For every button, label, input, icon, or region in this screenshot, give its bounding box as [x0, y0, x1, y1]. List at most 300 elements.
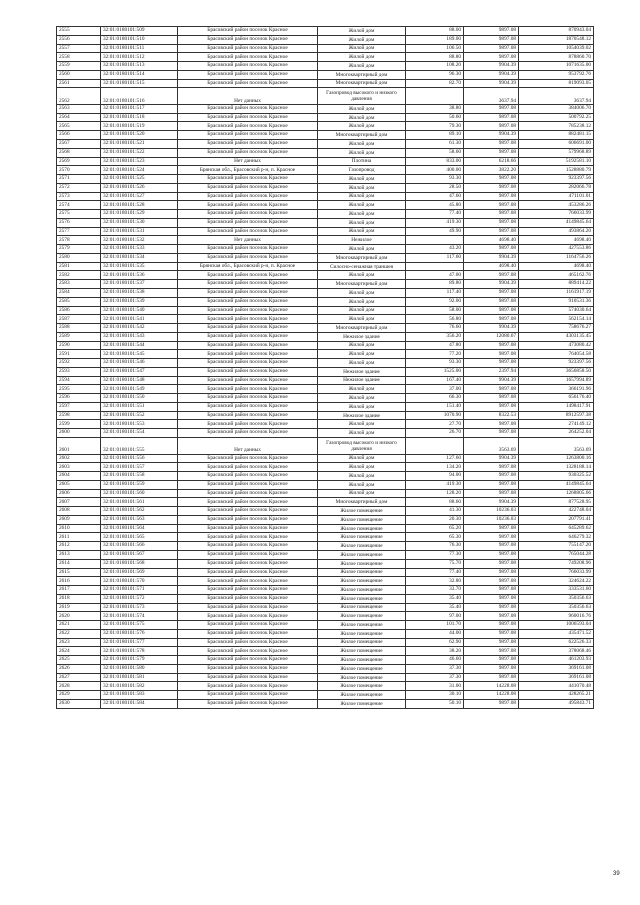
row-number-cell: 2598: [57, 411, 101, 420]
row-number-cell: 2565: [57, 122, 101, 131]
row-number-cell: 2626: [57, 664, 101, 673]
unit-price-cell: 9897.08: [464, 550, 519, 559]
cadastral-number-cell: 32:01:0180101:515: [101, 79, 178, 88]
row-number-cell: 2576: [57, 218, 101, 227]
row-number-cell: 2577: [57, 227, 101, 236]
cadastral-number-cell: 32:01:0180101:553: [101, 420, 178, 429]
row-number-cell: 2610: [57, 524, 101, 533]
area-cell: 77.40: [406, 568, 464, 577]
area-cell: 76.60: [406, 324, 464, 333]
table-row: [57, 227, 594, 236]
row-number-cell: 2581: [57, 262, 101, 271]
area-cell: 47.60: [406, 192, 464, 201]
table-row: [57, 480, 594, 489]
cadastral-value-cell: 923397.56: [519, 359, 594, 368]
table-row: [57, 113, 594, 122]
object-type-cell: Нежилое здание: [318, 411, 406, 420]
unit-price-cell: 9897.08: [464, 524, 519, 533]
area-cell: 88.00: [406, 27, 464, 36]
address-cell: Брасовский район поселок Красное: [178, 315, 318, 324]
cadastral-value-cell: 465162.76: [519, 271, 594, 280]
unit-price-cell: 9897.08: [464, 227, 519, 236]
unit-price-cell: 9897.08: [464, 359, 519, 368]
cadastral-value-cell: 758676.27: [519, 324, 594, 333]
unit-price-cell: 9904.39: [464, 79, 519, 88]
cadastral-value-cell: 5192581.10: [519, 157, 594, 166]
unit-price-cell: 14228.08: [464, 691, 519, 700]
row-number-cell: 2559: [57, 62, 101, 71]
area-cell: 75.70: [406, 559, 464, 568]
row-number-cell: 2555: [57, 27, 101, 36]
row-number-cell: 2567: [57, 139, 101, 148]
table-row: [57, 245, 594, 254]
cadastral-number-cell: 32:01:0180101:573: [101, 603, 178, 612]
address-cell: Брасовский район поселок Красное: [178, 559, 318, 568]
unit-price-cell: 9897.08: [464, 122, 519, 131]
object-type-cell: Газопровод высокого и низкого давления: [318, 88, 406, 105]
object-type-cell: Жилой дом: [318, 350, 406, 359]
address-cell: Брасовский район поселок Красное: [178, 104, 318, 113]
table-row: [57, 262, 594, 271]
address-cell: Брасовский район поселок Красное: [178, 568, 318, 577]
area-cell: 151.40: [406, 402, 464, 411]
row-number-cell: 2605: [57, 480, 101, 489]
unit-price-cell: 9897.08: [464, 148, 519, 157]
cadastral-value-cell: 3563.69: [519, 438, 594, 455]
cadastral-value-cell: 1328188.14: [519, 463, 594, 472]
cadastral-value-cell: 646279.32: [519, 533, 594, 542]
area-cell: 189.00: [406, 35, 464, 44]
row-number-cell: 2606: [57, 489, 101, 498]
table-row: [57, 62, 594, 71]
cadastral-number-cell: 32:01:0180101:564: [101, 524, 178, 533]
area-cell: 37.00: [406, 385, 464, 394]
cadastral-value-cell: 493864.20: [519, 227, 594, 236]
unit-price-cell: 9897.08: [464, 297, 519, 306]
address-cell: Брасовский район поселок Красное: [178, 463, 318, 472]
unit-price-cell: 9904.39: [464, 498, 519, 507]
object-type-cell: Нежилое здание: [318, 376, 406, 385]
address-cell: Брасовский район поселок Красное: [178, 480, 318, 489]
row-number-cell: 2566: [57, 131, 101, 140]
area-cell: 58.60: [406, 148, 464, 157]
table-row: [57, 359, 594, 368]
cadastral-number-cell: 32:01:0180101:556: [101, 454, 178, 463]
cadastral-value-cell: 324624.22: [519, 577, 594, 586]
area-cell: 117.40: [406, 288, 464, 297]
area-cell: 31.00: [406, 682, 464, 691]
table-row: [57, 577, 594, 586]
unit-price-cell: 9897.08: [464, 44, 519, 53]
row-number-cell: 2615: [57, 568, 101, 577]
row-number-cell: 2617: [57, 586, 101, 595]
unit-price-cell: 3563.69: [464, 438, 519, 455]
cadastral-number-cell: 32:01:0180101:548: [101, 376, 178, 385]
row-number-cell: 2602: [57, 454, 101, 463]
area-cell: 1070.90: [406, 411, 464, 420]
unit-price-cell: 9897.08: [464, 175, 519, 184]
unit-price-cell: 9904.39: [464, 280, 519, 289]
table-row: [57, 297, 594, 306]
address-cell: Брасовский район поселок Красное: [178, 62, 318, 71]
unit-price-cell: 9897.08: [464, 638, 519, 647]
row-number-cell: 2574: [57, 201, 101, 210]
address-cell: Брасовский район поселок Красное: [178, 664, 318, 673]
area-cell: 77.20: [406, 350, 464, 359]
object-type-cell: Жилой дом: [318, 104, 406, 113]
unit-price-cell: 9897.08: [464, 621, 519, 630]
row-number-cell: 2561: [57, 79, 101, 88]
object-type-cell: Газопровод: [318, 166, 406, 175]
cadastral-number-cell: 32:01:0180101:523: [101, 157, 178, 166]
row-number-cell: 2595: [57, 385, 101, 394]
area-cell: 30.10: [406, 691, 464, 700]
cadastral-number-cell: 32:01:0180101:578: [101, 647, 178, 656]
cadastral-value-cell: 910531.36: [519, 297, 594, 306]
unit-price-cell: 9904.39: [464, 376, 519, 385]
object-type-cell: Жилой дом: [318, 315, 406, 324]
row-number-cell: 2587: [57, 315, 101, 324]
cadastral-value-cell: 889414.22: [519, 280, 594, 289]
area-cell: 77.30: [406, 550, 464, 559]
row-number-cell: 2583: [57, 280, 101, 289]
cadastral-value-cell: 495843.71: [519, 699, 594, 708]
table-row: [57, 550, 594, 559]
cadastral-number-cell: 32:01:0180101:554: [101, 429, 178, 438]
cadastral-value-cell: 1164756.26: [519, 253, 594, 262]
row-number-cell: 2557: [57, 44, 101, 53]
area-cell: 127.60: [406, 454, 464, 463]
area-cell: 82.70: [406, 79, 464, 88]
area-cell: 47.00: [406, 271, 464, 280]
area-cell: 47.80: [406, 341, 464, 350]
unit-price-cell: 10236.03: [464, 515, 519, 524]
object-type-cell: Жилой дом: [318, 44, 406, 53]
unit-price-cell: 9897.08: [464, 288, 519, 297]
object-type-cell: Жилой дом: [318, 201, 406, 210]
object-type-cell: Жилой дом: [318, 480, 406, 489]
cadastral-value-cell: 4303135.45: [519, 332, 594, 341]
unit-price-cell: 10236.03: [464, 507, 519, 516]
row-number-cell: 2604: [57, 472, 101, 481]
address-cell: Брасовский район поселок Красное: [178, 122, 318, 131]
table-row: [57, 647, 594, 656]
unit-price-cell: 9904.39: [464, 324, 519, 333]
area-cell: 20.30: [406, 515, 464, 524]
cadastral-number-cell: 32:01:0180101:570: [101, 577, 178, 586]
address-cell: Нет данных: [178, 157, 318, 166]
address-cell: Брасовский район поселок Красное: [178, 586, 318, 595]
table-row: [57, 612, 594, 621]
row-number-cell: 2592: [57, 359, 101, 368]
area-cell: 50.60: [406, 113, 464, 122]
address-cell: Брасовский район поселок Красное: [178, 612, 318, 621]
address-cell: Нет данных: [178, 88, 318, 105]
unit-price-cell: 9897.08: [464, 629, 519, 638]
address-cell: Брасовский район поселок Красное: [178, 44, 318, 53]
object-type-cell: Жилое помещение: [318, 673, 406, 682]
cadastral-value-cell: 749208.96: [519, 559, 594, 568]
cadastral-value-cell: 435471.52: [519, 629, 594, 638]
cadastral-number-cell: 32:01:0180101:514: [101, 70, 178, 79]
table-row: [57, 515, 594, 524]
address-cell: Брасовский район поселок Красное: [178, 227, 318, 236]
cadastral-number-cell: 32:01:0180101:550: [101, 394, 178, 403]
area-cell: 44.00: [406, 629, 464, 638]
table-row: [57, 183, 594, 192]
unit-price-cell: 9897.08: [464, 420, 519, 429]
table-row: [57, 166, 594, 175]
object-type-cell: Жилой дом: [318, 148, 406, 157]
address-cell: Брасовский район поселок Красное: [178, 175, 318, 184]
address-cell: Брасовский район поселок Красное: [178, 139, 318, 148]
address-cell: Брасовский район поселок Красное: [178, 367, 318, 376]
address-cell: Брасовский район поселок Красное: [178, 577, 318, 586]
area-cell: 50.10: [406, 699, 464, 708]
cadastral-number-cell: 32:01:0180101:559: [101, 480, 178, 489]
cadastral-number-cell: 32:01:0180101:558: [101, 472, 178, 481]
cadastral-value-cell: 819093.05: [519, 79, 594, 88]
cadastral-number-cell: 32:01:0180101:528: [101, 201, 178, 210]
object-type-cell: Жилое помещение: [318, 515, 406, 524]
cadastral-number-cell: 32:01:0180101:543: [101, 332, 178, 341]
address-cell: Брасовский район поселок Красное: [178, 350, 318, 359]
area-cell: 66.30: [406, 394, 464, 403]
table-row: [57, 324, 594, 333]
cadastral-value-cell: 264252.04: [519, 429, 594, 438]
object-type-cell: Жилой дом: [318, 218, 406, 227]
area-cell: 41.30: [406, 507, 464, 516]
row-number-cell: 2586: [57, 306, 101, 315]
cadastral-value-cell: 441070.48: [519, 682, 594, 691]
object-type-cell: Многоквартирный дом: [318, 253, 406, 262]
row-number-cell: 2621: [57, 621, 101, 630]
cadastral-number-cell: 32:01:0180101:519: [101, 122, 178, 131]
row-number-cell: 2611: [57, 533, 101, 542]
cadastral-value-cell: 3637.94: [519, 88, 594, 105]
table-row: [57, 53, 594, 62]
object-type-cell: Жилой дом: [318, 359, 406, 368]
address-cell: Брасовский район поселок Красное: [178, 542, 318, 551]
area-cell: 92.00: [406, 297, 464, 306]
row-number-cell: 2609: [57, 515, 101, 524]
cadastral-value-cell: 785238.12: [519, 122, 594, 131]
cadastral-number-cell: 32:01:0180101:527: [101, 192, 178, 201]
cadastral-number-cell: 32:01:0180101:537: [101, 280, 178, 289]
address-cell: Брасовский район поселок Красное: [178, 271, 318, 280]
object-type-cell: Жилой дом: [318, 139, 406, 148]
cadastral-value-cell: 378068.46: [519, 647, 594, 656]
table-row: [57, 104, 594, 113]
unit-price-cell: 9897.08: [464, 271, 519, 280]
object-type-cell: Жилой дом: [318, 489, 406, 498]
cadastral-number-cell: 32:01:0180101:582: [101, 682, 178, 691]
object-type-cell: Жилое помещение: [318, 550, 406, 559]
address-cell: Брасовский район поселок Красное: [178, 550, 318, 559]
area-cell: 38.20: [406, 647, 464, 656]
address-cell: Брасовский район поселок Красное: [178, 245, 318, 254]
table-row: [57, 385, 594, 394]
cadastral-value-cell: 4149845.64: [519, 480, 594, 489]
unit-price-cell: 9897.08: [464, 350, 519, 359]
unit-price-cell: 3637.94: [464, 88, 519, 105]
row-number-cell: 2594: [57, 376, 101, 385]
object-type-cell: Жилой дом: [318, 192, 406, 201]
object-type-cell: Жилое помещение: [318, 559, 406, 568]
object-type-cell: Жилое помещение: [318, 656, 406, 665]
row-number-cell: 2584: [57, 288, 101, 297]
area-cell: 58.00: [406, 306, 464, 315]
unit-price-cell: 9897.08: [464, 210, 519, 219]
table-row: [57, 568, 594, 577]
unit-price-cell: 9897.08: [464, 218, 519, 227]
cadastral-number-cell: 32:01:0180101:567: [101, 550, 178, 559]
cadastral-value-cell: 4698.40: [519, 236, 594, 245]
row-number-cell: 2629: [57, 691, 101, 700]
cadastral-number-cell: 32:01:0180101:579: [101, 656, 178, 665]
cadastral-number-cell: 32:01:0180101:525: [101, 175, 178, 184]
address-cell: Брасовский район поселок Красное: [178, 35, 318, 44]
object-type-cell: Жилое помещение: [318, 664, 406, 673]
address-cell: Нет данных: [178, 438, 318, 455]
table-row: [57, 542, 594, 551]
address-cell: Брасовский район поселок Красное: [178, 201, 318, 210]
area-cell: 79.30: [406, 122, 464, 131]
address-cell: Брасовский район поселок Красное: [178, 673, 318, 682]
row-number-cell: 2572: [57, 183, 101, 192]
unit-price-cell: 9897.08: [464, 53, 519, 62]
table-row: [57, 341, 594, 350]
cadastral-value-cell: 574030.64: [519, 306, 594, 315]
address-cell: Брасовский район поселок Красное: [178, 359, 318, 368]
table-row: [57, 157, 594, 166]
table-row: [57, 489, 594, 498]
address-cell: Брасовский район поселок Красное: [178, 533, 318, 542]
unit-price-cell: 9897.08: [464, 192, 519, 201]
address-cell: Брасовский район поселок Красное: [178, 472, 318, 481]
cadastral-value-cell: 1528880.79: [519, 166, 594, 175]
row-number-cell: 2568: [57, 148, 101, 157]
page-number: 39: [613, 871, 620, 877]
area-cell: 419.30: [406, 218, 464, 227]
cadastral-value-cell: 4149845.64: [519, 218, 594, 227]
table-row: [57, 498, 594, 507]
area-cell: 106.50: [406, 44, 464, 53]
row-number-cell: 2603: [57, 463, 101, 472]
object-type-cell: Жилой дом: [318, 35, 406, 44]
cadastral-value-cell: 606691.00: [519, 139, 594, 148]
cadastral-number-cell: 32:01:0180101:540: [101, 306, 178, 315]
cadastral-number-cell: 32:01:0180101:517: [101, 104, 178, 113]
object-type-cell: Жилой дом: [318, 394, 406, 403]
unit-price-cell: 9897.08: [464, 586, 519, 595]
table-row: [57, 201, 594, 210]
object-type-cell: Жилое помещение: [318, 647, 406, 656]
object-type-cell: Жилой дом: [318, 429, 406, 438]
object-type-cell: Многоквартирный дом: [318, 70, 406, 79]
cadastral-value-cell: 1268805.66: [519, 489, 594, 498]
unit-price-cell: 9897.08: [464, 306, 519, 315]
table-row: [57, 253, 594, 262]
object-type-cell: Жилой дом: [318, 62, 406, 71]
table-row: [57, 35, 594, 44]
address-cell: Брасовский район поселок Красное: [178, 53, 318, 62]
address-cell: Брасовский район поселок Красное: [178, 306, 318, 315]
cadastral-value-cell: 579968.89: [519, 148, 594, 157]
object-type-cell: Жилой дом: [318, 183, 406, 192]
cadastral-number-cell: 32:01:0180101:552: [101, 411, 178, 420]
unit-price-cell: 4698.40: [464, 236, 519, 245]
cadastral-number-cell: 32:01:0180101:583: [101, 691, 178, 700]
area-cell: 117.60: [406, 253, 464, 262]
object-type-cell: Многоквартирный дом: [318, 498, 406, 507]
area-cell: 97.00: [406, 612, 464, 621]
cadastral-value-cell: 471101.01: [519, 192, 594, 201]
cadastral-value-cell: 1657994.89: [519, 376, 594, 385]
address-cell: Брасовский район поселок Красное: [178, 429, 318, 438]
cadastral-number-cell: 32:01:0180101:533: [101, 245, 178, 254]
cadastral-value-cell: 461203.93: [519, 656, 594, 665]
unit-price-cell: 8322.53: [464, 411, 519, 420]
cadastral-value-cell: 207791.41: [519, 515, 594, 524]
cadastral-number-cell: 32:01:0180101:512: [101, 53, 178, 62]
object-type-cell: Жилой дом: [318, 463, 406, 472]
cadastral-value-cell: 282066.78: [519, 183, 594, 192]
cadastral-number-cell: 32:01:0180101:555: [101, 438, 178, 455]
area-cell: 88.60: [406, 498, 464, 507]
unit-price-cell: 9897.08: [464, 402, 519, 411]
cadastral-number-cell: 32:01:0180101:529: [101, 210, 178, 219]
table-row: [57, 70, 594, 79]
row-number-cell: 2582: [57, 271, 101, 280]
unit-price-cell: 9897.08: [464, 594, 519, 603]
cadastral-value-cell: 1161917.19: [519, 288, 594, 297]
area-cell: [406, 262, 464, 271]
table-row: [57, 664, 594, 673]
cadastral-number-cell: 32:01:0180101:510: [101, 35, 178, 44]
cadastral-value-cell: 878860.70: [519, 53, 594, 62]
address-cell: Брасовский район поселок Красное: [178, 113, 318, 122]
cadastral-number-cell: 32:01:0180101:520: [101, 131, 178, 140]
area-cell: 89.80: [406, 280, 464, 289]
object-type-cell: Нежилое: [318, 236, 406, 245]
cadastral-number-cell: 32:01:0180101:545: [101, 350, 178, 359]
row-number-cell: 2596: [57, 394, 101, 403]
cadastral-value-cell: 930325.52: [519, 472, 594, 481]
cadastral-value-cell: 333531.60: [519, 586, 594, 595]
table-row: [57, 682, 594, 691]
area-cell: 49.90: [406, 227, 464, 236]
unit-price-cell: 9897.08: [464, 568, 519, 577]
row-number-cell: 2607: [57, 498, 101, 507]
cadastral-value-cell: 369161.08: [519, 673, 594, 682]
area-cell: [406, 88, 464, 105]
object-type-cell: Жилое помещение: [318, 533, 406, 542]
row-number-cell: 2575: [57, 210, 101, 219]
unit-price-cell: 9897.08: [464, 113, 519, 122]
address-cell: Брасовский район поселок Красное: [178, 691, 318, 700]
table-row: [57, 131, 594, 140]
unit-price-cell: 9897.08: [464, 472, 519, 481]
area-cell: 101.70: [406, 621, 464, 630]
unit-price-cell: 2397.94: [464, 367, 519, 376]
unit-price-cell: 9897.08: [464, 201, 519, 210]
area-cell: 56.80: [406, 315, 464, 324]
table-row: [57, 306, 594, 315]
cadastral-value-cell: 1006593.04: [519, 621, 594, 630]
object-type-cell: Жилой дом: [318, 175, 406, 184]
address-cell: Брянская обл., Брасовский р-н, п. Красное: [178, 262, 318, 271]
